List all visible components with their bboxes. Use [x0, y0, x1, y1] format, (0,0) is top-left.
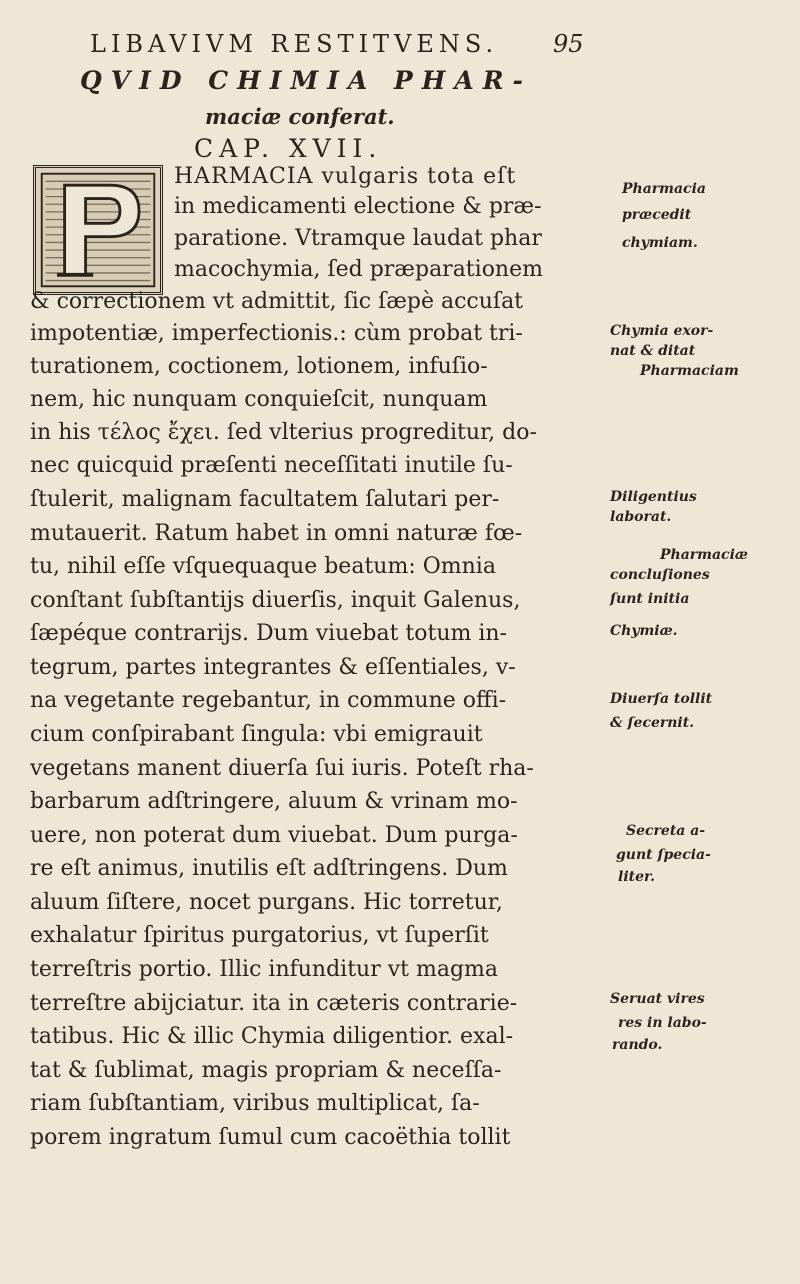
margin-note: Diuerſa tollit: [610, 691, 713, 707]
margin-note: rando.: [612, 1037, 663, 1053]
text-line: ſtulerit, malignam facultatem ſalutari per-: [30, 487, 500, 512]
text-line: tat & ſublimat, magis propriam & neceſſa-: [30, 1058, 502, 1083]
text-line: paratione. Vtramque laudat phar: [174, 226, 542, 251]
text-line: riam ſubſtantiam, viribus multiplicat, ſa-: [30, 1091, 480, 1116]
margin-note: Pharmaciam: [640, 363, 739, 379]
text-line: impotentiæ, imperfectionis.: cùm probat tri-: [30, 321, 523, 346]
text-line: HARMACIA vulgaris tota eſt: [174, 164, 517, 189]
text-line: re eſt animus, inutilis eſt adſtringens. Dum: [30, 856, 508, 881]
page-number: 95: [553, 30, 584, 58]
margin-note: & ſecernit.: [610, 715, 695, 731]
chapter-number: CAP. XVII.: [194, 134, 383, 163]
text-line: turationem, coctionem, lotionem, infuſio-: [30, 354, 488, 379]
margin-note: ſunt initia: [610, 591, 690, 607]
text-line: cium conſpirabant ſingula: vbi emigrauit: [30, 722, 483, 747]
text-line: barbarum adſtringere, aluum & vrinam mo-: [30, 789, 518, 814]
margin-note: Chymiæ.: [610, 623, 678, 639]
margin-note: res in labo-: [618, 1015, 707, 1031]
margin-note: Diligentius: [610, 489, 697, 505]
margin-note: Chymia exor-: [610, 323, 714, 339]
text-line: aluum ſiſtere, nocet purgans. Hic torretur,: [30, 890, 503, 915]
margin-note: gunt ſpecia-: [616, 847, 711, 863]
text-line: na vegetante regebantur, in commune offi-: [30, 688, 507, 713]
margin-note: Secreta a-: [626, 823, 706, 839]
text-line: tu, nihil eſſe vſquequaque beatum: Omnia: [30, 554, 496, 579]
running-head: LIBAVIVM RESTITVENS.: [90, 30, 499, 58]
text-line: tatibus. Hic & illic Chymia diligentior. exal-: [30, 1024, 514, 1049]
chapter-title-line-1: QVID CHIMIA PHAR-: [80, 66, 532, 95]
text-line: terreſtris portio. Illic infunditur vt magma: [30, 957, 499, 982]
text-line: in his τέλος ἔχει. ſed vlterius progreditur, do-: [30, 420, 537, 445]
text-line: nec quicquid præſenti neceſſitati inutile ſu-: [30, 453, 513, 478]
margin-note: Pharmacia: [622, 181, 706, 197]
text-line: exhalatur ſpiritus purgatorius, vt ſuperſit: [30, 923, 489, 948]
margin-note: liter.: [618, 869, 655, 885]
text-line: & correctionem vt admittit, ſic ſæpè accuſat: [30, 289, 524, 314]
margin-note: concluſiones: [610, 567, 710, 583]
text-line: uere, non poterat dum viuebat. Dum purga-: [30, 823, 518, 848]
text-line: terreſtre abijciatur. ita in cæteris contrarie-: [30, 991, 518, 1016]
decorated-initial: [33, 165, 163, 295]
text-line: macochymia, ſed præparationem: [174, 257, 543, 282]
margin-note: laborat.: [610, 509, 672, 525]
chapter-title-line-2: maciæ conferat.: [205, 104, 395, 129]
text-line: in medicamenti electione & præ-: [174, 194, 542, 219]
text-line: vegetans manent diuerſa ſui iuris. Poteſt rha-: [30, 756, 534, 781]
margin-note: præcedit: [622, 207, 692, 223]
margin-note: Seruat vires: [610, 991, 705, 1007]
text-line: mutauerit. Ratum habet in omni naturæ fœ-: [30, 521, 523, 546]
margin-note: Pharmaciæ: [660, 547, 748, 563]
text-line: ſæpéque contrarijs. Dum viuebat totum in-: [30, 621, 507, 646]
margin-note: chymiam.: [622, 235, 698, 251]
decorated-initial-p-icon: [36, 168, 160, 292]
text-line: tegrum, partes integrantes & eſſentiales, v-: [30, 655, 516, 680]
margin-note: nat & ditat: [610, 343, 696, 359]
text-line: porem ingratum ſumul cum cacoëthia tollit: [30, 1125, 511, 1150]
text-line: conſtant ſubſtantijs diuerſis, inquit Galenus,: [30, 588, 521, 613]
text-line: nem, hic nunquam conquieſcit, nunquam: [30, 387, 488, 412]
